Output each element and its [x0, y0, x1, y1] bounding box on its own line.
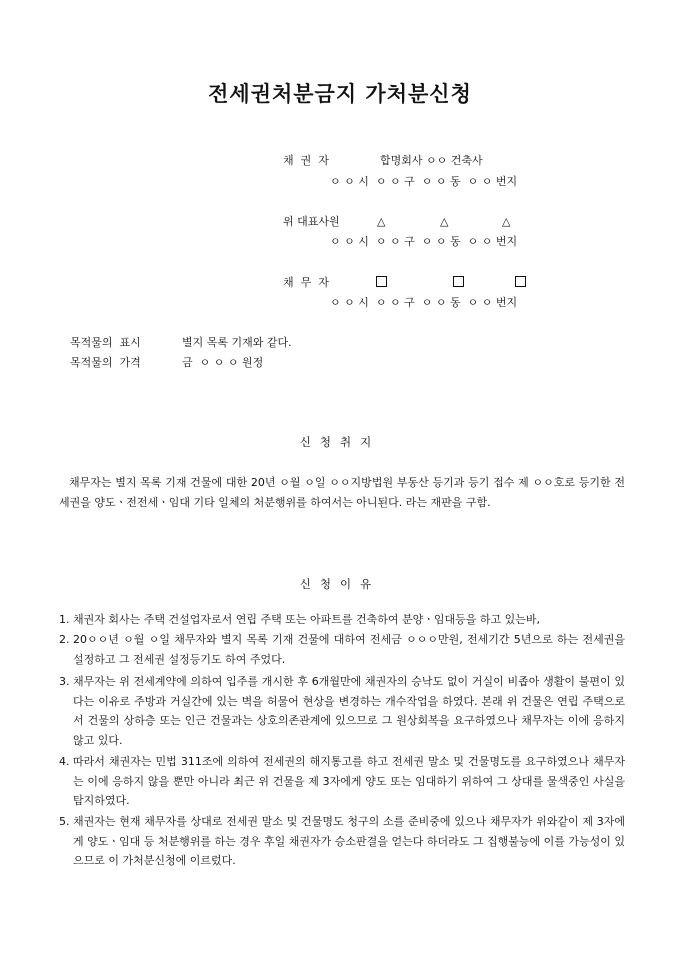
reason-text: 채권자는 현재 채무자를 상대로 전세권 말소 및 건물명도 청구의 소를 준비중에 있으나 채무자가 위와같이 제 3자에게 양도ㆍ임대 등 처분행위를 하는 경우 후일 채권자가 승소판결을 얻는다 하더라도 그 집행불능에 이를 가능성이 있으므로 이 가처분신청에 이르렀다. [73, 815, 625, 867]
object-display-label: 목적물의 표시 [70, 336, 141, 349]
reason-number: 5. [59, 815, 70, 828]
reason-item [59, 752, 625, 811]
document-title: 전세권처분금지 가처분신청 [208, 81, 472, 106]
reason-item [59, 672, 625, 750]
reason-number: 3. [59, 675, 70, 688]
object-price-label: 목적물의 가격 [70, 356, 141, 369]
object-display-value: 별지 목록 기재와 같다. [182, 336, 292, 349]
reason-text: 20ㅇㅇ년 ㅇ월 ㅇ일 채무자와 별지 목록 기재 건물에 대하여 전세금 ㅇㅇㅇ만원, 전세기간 5년으로 하는 전세권을 설정하고 그 전세권 설정등기도 하여 주었다. [73, 633, 625, 666]
creditor-name: 합명회사 ㅇㅇ 건축사 [380, 154, 483, 167]
reason-text: 채권자 회사는 주택 건설업자로서 연립 주택 또는 아파트를 건축하여 분양ㆍ임대등을 하고 있는바, [73, 613, 540, 626]
reason-item [59, 812, 625, 871]
creditor-label: 채 권 자 [283, 154, 329, 167]
reasons-heading: 신청이유 [299, 577, 381, 591]
purpose-heading: 신청취지 [299, 435, 381, 449]
reason-text: 따라서 채권자는 민법 311조에 의하여 전세권의 해지통고를 하고 전세권 말소 및 건물명도를 요구하였으나 채무자는 이에 응하지 않을 뿐만 아니라 최근 위 건물을 제 3자에게 양도 또는 임대하기 위하여 그 상대를 물색중인 사실을 탐지하였다. [73, 755, 625, 807]
representative-name-mark: △ [377, 215, 386, 228]
purpose-body: 채무자는 별지 목록 기재 건물에 대한 20년 ㅇ월 ㅇ일 ㅇㅇ지방법원 부동산 등기과 등기 접수 제 ㅇㅇ호로 등기한 전세권을 양도ㆍ전전세ㆍ임대 기타 일체의 처분행위를 하여서는 아니된다. 라는 재판을 구함. [59, 476, 625, 509]
reason-number: 2. [59, 633, 70, 646]
representative-name-mark: △ [502, 215, 511, 228]
representative-label: 위 대표사원 [283, 215, 340, 228]
debtor-label: 채 무 자 [283, 276, 329, 289]
object-price-value: 금 ㅇ ㅇ ㅇ 원정 [182, 356, 264, 369]
representative-address: ㅇ ㅇ 시 ㅇ ㅇ 구 ㅇ ㅇ 동 ㅇ ㅇ 번지 [330, 235, 518, 248]
reason-item [59, 630, 625, 669]
debtor-name-box [515, 276, 526, 290]
reason-number: 4. [59, 755, 70, 768]
reason-item [59, 610, 625, 630]
debtor-name-box [453, 276, 464, 290]
creditor-address: ㅇ ㅇ 시 ㅇ ㅇ 구 ㅇ ㅇ 동 ㅇ ㅇ 번지 [330, 175, 518, 188]
debtor-address: ㅇ ㅇ 시 ㅇ ㅇ 구 ㅇ ㅇ 동 ㅇ ㅇ 번지 [330, 296, 518, 309]
reason-number: 1. [59, 613, 70, 626]
representative-name-mark: △ [440, 215, 449, 228]
debtor-name-box [376, 276, 387, 290]
reason-text: 채무자는 위 전세계약에 의하여 입주를 개시한 후 6개월만에 채권자의 승낙도 없이 거실이 비좁아 생활이 불편이 있다는 이유로 주방과 거실간에 있는 벽을 허물어 현상을 변경하는 개수작업을 하였다. 본래 위 건물은 연립 주택으로서 건물의 상하층 또는 인근 건물과는 상호의존관계에 있으므로 그 원상회복을 요구하였으나 채무자는 이에 응하지 않고 있다. [73, 675, 625, 747]
